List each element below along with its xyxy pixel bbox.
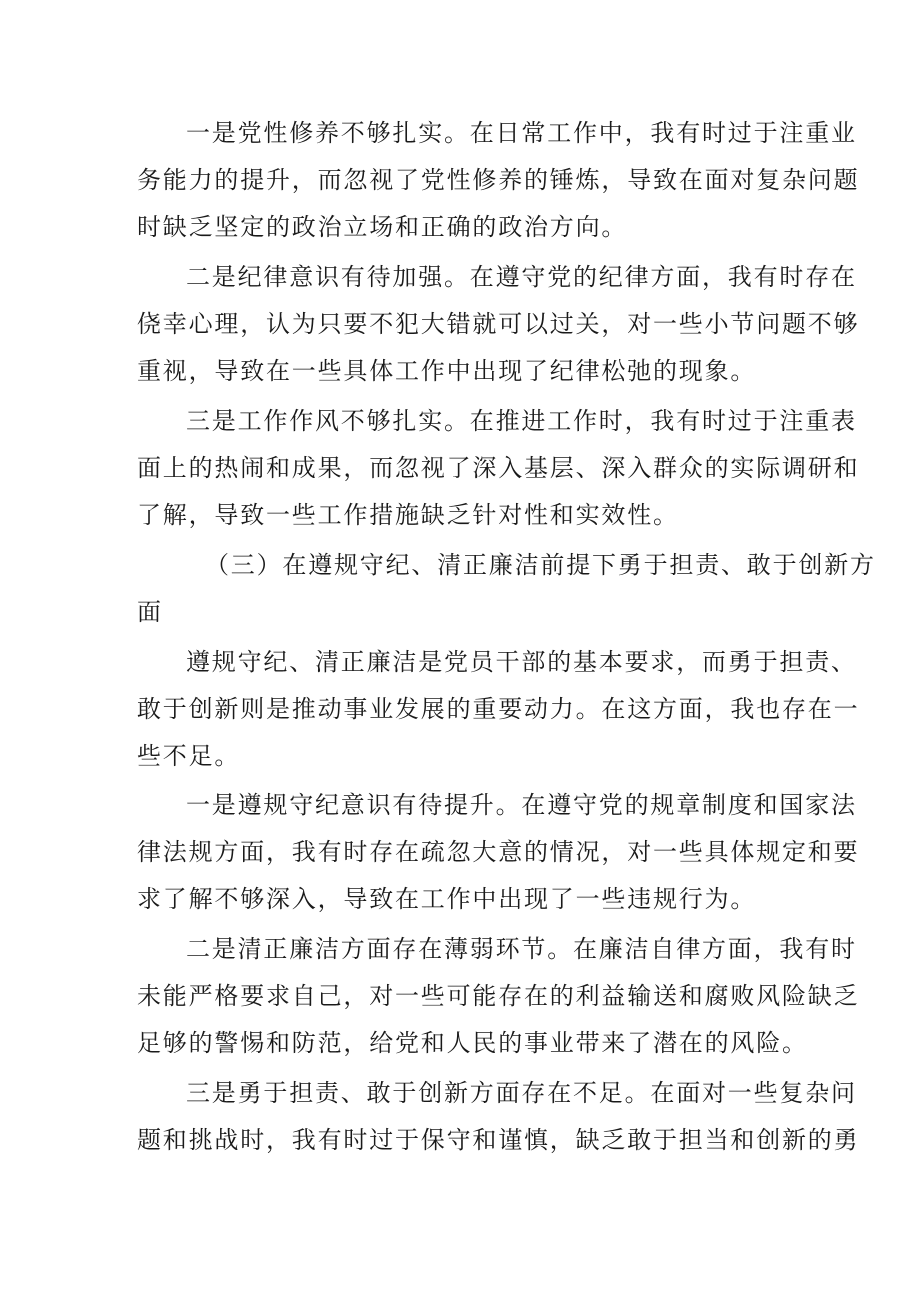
text-line: 侥幸心理，认为只要不犯大错就可以过关，对一些小节问题不够 <box>137 310 860 338</box>
text-line: 些不足。 <box>137 742 241 770</box>
text-line: 三是勇于担责、敢于创新方面存在不足。在面对一些复杂问 <box>186 1079 857 1107</box>
text-line: 二是纪律意识有待加强。在遵守党的纪律方面，我有时存在 <box>186 263 857 291</box>
text-line: 二是清正廉洁方面存在薄弱环节。在廉洁自律方面，我有时 <box>186 935 857 963</box>
text-line: 未能严格要求自己，对一些可能存在的利益输送和腐败风险缺乏 <box>137 982 860 1010</box>
text-line: 一是遵规守纪意识有待提升。在遵守党的规章制度和国家法 <box>186 791 857 819</box>
section-heading: （三）在遵规守纪、清正廉洁前提下勇于担责、敢于创新方 <box>205 551 876 579</box>
section-heading-continuation: 面 <box>137 598 163 626</box>
text-line: 三是工作作风不够扎实。在推进工作时，我有时过于注重表 <box>186 407 857 435</box>
text-line: 一是党性修养不够扎实。在日常工作中，我有时过于注重业 <box>186 119 857 147</box>
text-line: 了解，导致一些工作措施缺乏针对性和实效性。 <box>137 501 679 529</box>
text-line: 题和挑战时，我有时过于保守和谨慎，缺乏敢于担当和创新的勇 <box>137 1126 860 1154</box>
text-line: 遵规守纪、清正廉洁是党员干部的基本要求，而勇于担责、 <box>186 648 857 676</box>
text-line: 求了解不够深入，导致在工作中出现了一些违规行为。 <box>137 885 757 913</box>
text-line: 面上的热闹和成果，而忽视了深入基层、深入群众的实际调研和 <box>137 454 860 482</box>
text-line: 足够的警惕和防范，给党和人民的事业带来了潜在的风险。 <box>137 1029 808 1057</box>
text-line: 时缺乏坚定的政治立场和正确的政治方向。 <box>137 213 628 241</box>
text-line: 重视，导致在一些具体工作中出现了纪律松弛的现象。 <box>137 357 757 385</box>
text-line: 务能力的提升，而忽视了党性修养的锤炼，导致在面对复杂问题 <box>137 166 860 194</box>
text-line: 敢于创新则是推动事业发展的重要动力。在这方面，我也存在一 <box>137 695 860 723</box>
text-line: 律法规方面，我有时存在疏忽大意的情况，对一些具体规定和要 <box>137 838 860 866</box>
